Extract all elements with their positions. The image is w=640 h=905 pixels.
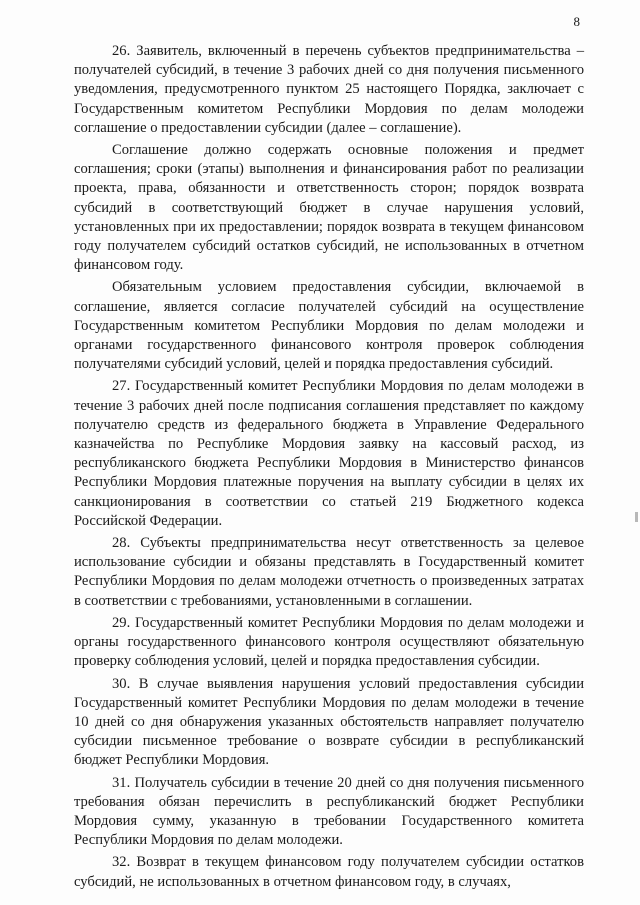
paragraph-30: 30. В случае выявления нарушения условий предоставления субсидии Государственный комитет Республики Мордовия по делам молодежи в течение 10 дней со дня обнаружения указанных обстоятельств направляет получателю субсидии письменное требование о возврате субсидии в республиканский бюджет Республики Мордовия. — [74, 675, 584, 769]
page-number: 8 — [573, 14, 580, 29]
document-body — [74, 42, 584, 895]
paragraph-29: 29. Государственный комитет Республики Мордовия по делам молодежи и органы государственного финансового контроля осуществляют обязательную проверку соблюдения условий, целей и порядка предоставления субсидии. — [74, 614, 584, 670]
paragraph-31: 31. Получатель субсидии в течение 20 дней со дня получения письменного требования обязан перечислить в республиканский бюджет Республики Мордовия сумму, указанную в требовании Государственного комитета Республики Мордовия по делам молодежи. — [74, 774, 584, 849]
paragraph-26: 26. Заявитель, включенный в перечень субъектов предпринимательства – получателей субсидий, в течение 3 рабочих дней со дня получения письменного уведомления, предусмотренного пунктом 25 настоящего Порядка, заключает с Государственным комитетом Республики Мордовия по делам молодежи соглашение о предоставлении субсидии (далее – соглашение). — [74, 43, 584, 136]
paragraph-agreement-content: Соглашение должно содержать основные положения и предмет соглашения; сроки (этапы) выполнения и финансирования работ по реализации проекта, права, обязанности и ответственность сторон; порядок возврата субсидий в соответствующий бюджет в случае нарушения условий, установленных при их предоставлении; порядок возврата в текущем финансовом году получателем субсидий остатков субсидий, не использованных в отчетном финансовом году. — [74, 142, 584, 274]
paragraph-27: 27. Государственный комитет Республики Мордовия по делам молодежи в течение 3 рабочих дней после подписания соглашения представляет по каждому получателю средств из федерального бюджета в Управление Федерального казначейства по Республике Мордовия заявку на кассовый расход, из республиканского бюджета Республики Мордовия в Министерство финансов Республики Мордовия платежные поручения на выплату субсидии в целях их санкционирования в соответствии со статьей 219 Бюджетного кодекса Российской Федерации. — [74, 378, 584, 529]
scan-artifact-mark — [635, 512, 638, 522]
paragraph-32: 32. Возврат в текущем финансовом году получателем субсидии остатков субсидий, не использованных в отчетном финансовом году, в случаях, — [74, 854, 584, 890]
paragraph-28: 28. Субъекты предпринимательства несут ответственность за целевое использование субсидии и обязаны представлять в Государственный комитет Республики Мордовия по делам молодежи отчетность о произведенных затратах в соответствии с требованиями, установленными в соглашении. — [74, 535, 584, 609]
paragraph-mandatory-condition: Обязательным условием предоставления субсидии, включаемой в соглашение, является согласие получателей субсидий на осуществление Государственным комитетом Республики Мордовия по делам молодежи и органами государственного финансового контроля проверок соблюдения получателями субсидий условий, целей и порядка предоставления субсидий. — [74, 279, 584, 373]
